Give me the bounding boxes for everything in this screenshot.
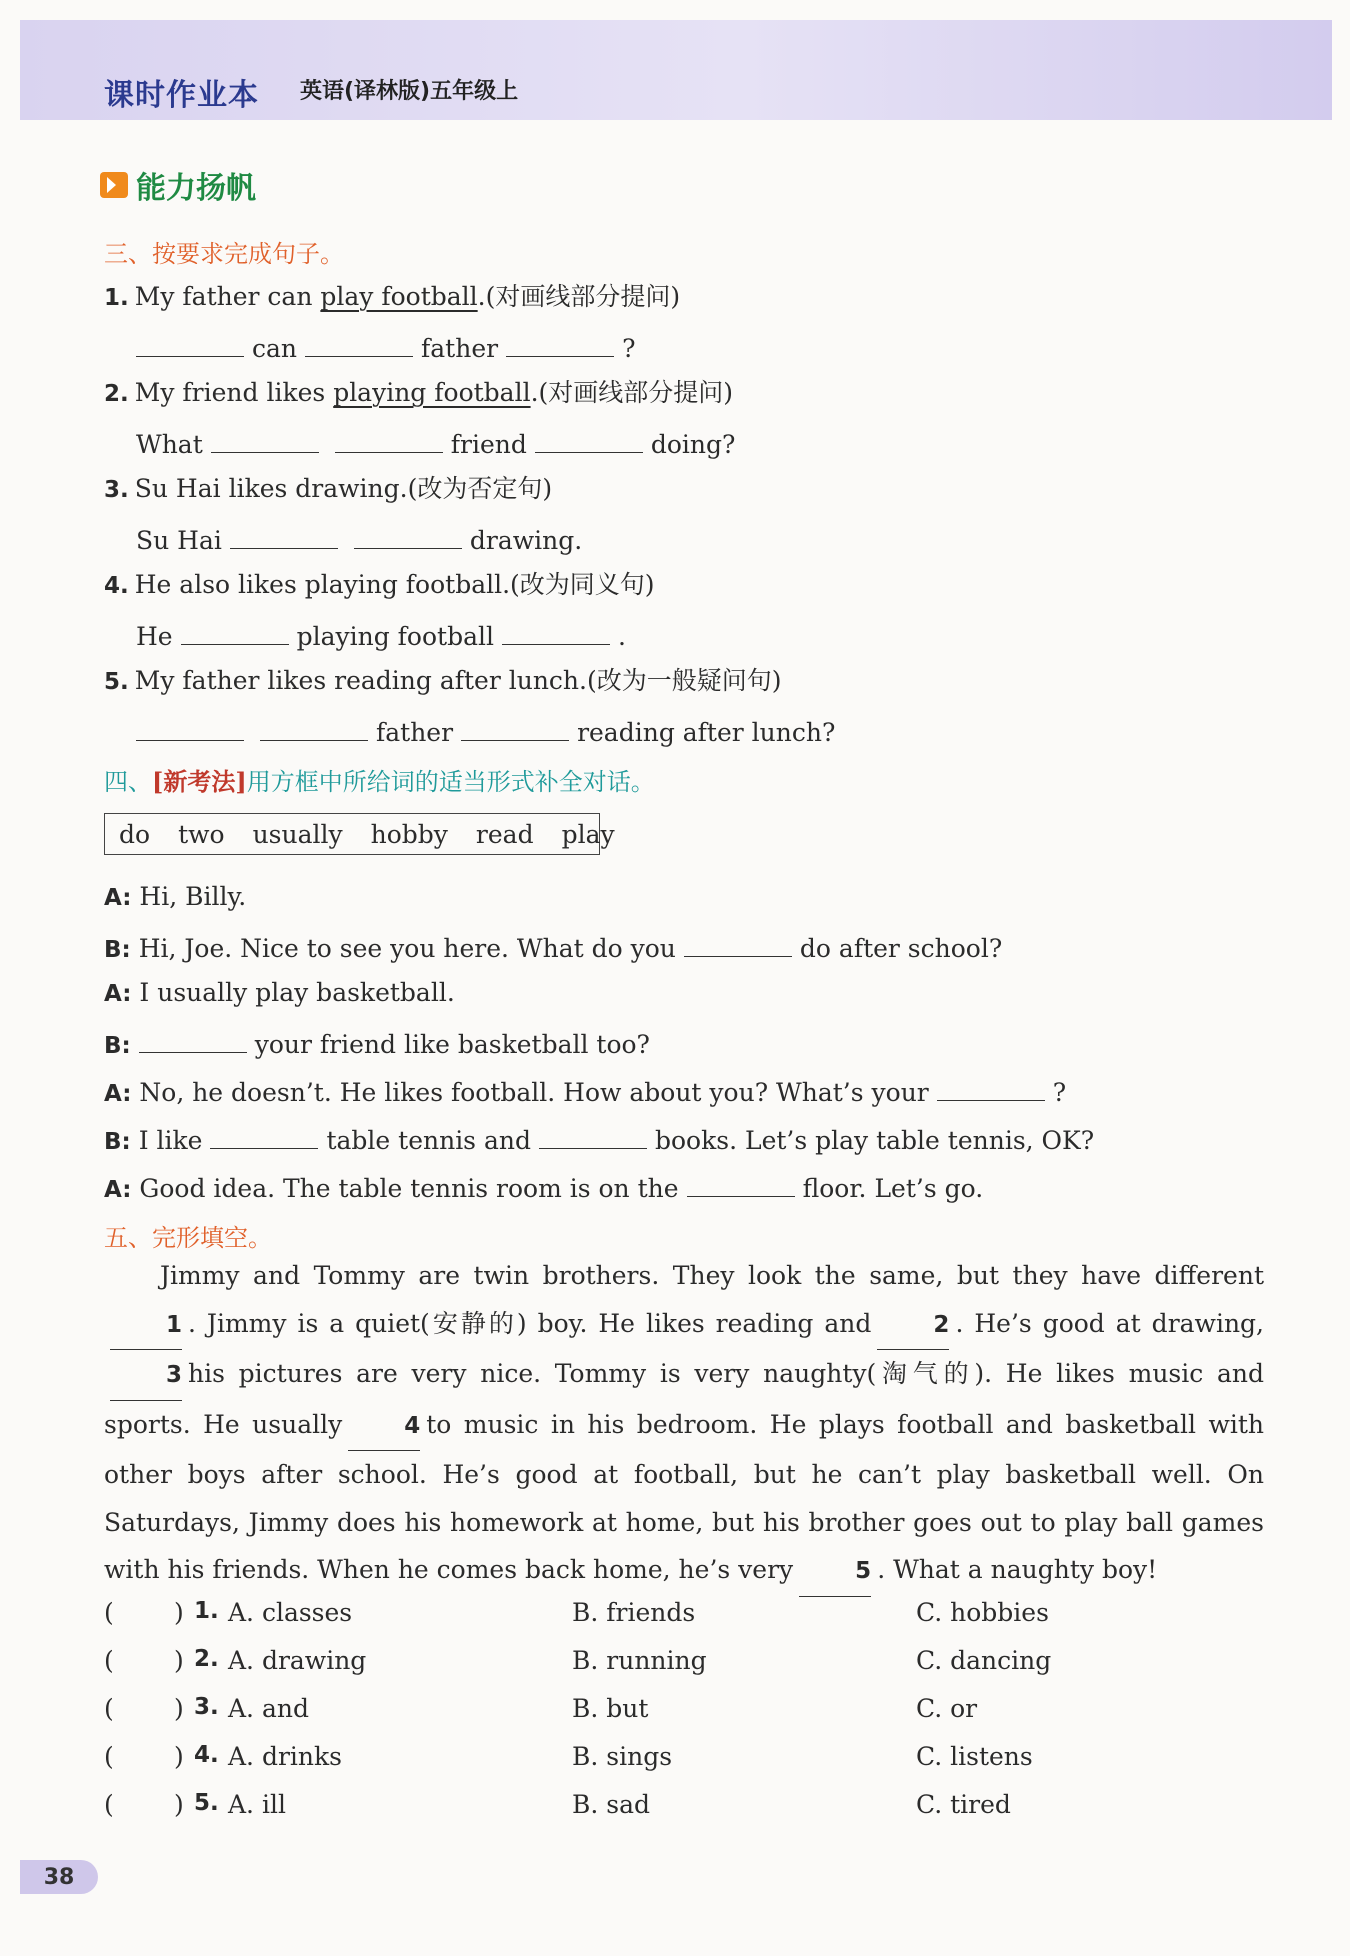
dialog-line-2: B: Hi, Joe. Nice to see you here. What do you do after school? bbox=[104, 934, 1003, 963]
option-c[interactable]: C. dancing bbox=[916, 1646, 1052, 1675]
option-a[interactable]: A. and bbox=[228, 1694, 309, 1723]
answer-blank[interactable] bbox=[461, 716, 569, 741]
option-b[interactable]: B. friends bbox=[572, 1598, 696, 1627]
item-number: 1. bbox=[104, 285, 129, 311]
q3-item-3: 3. Su Hai likes drawing.(改为否定句) bbox=[104, 474, 553, 503]
option-c[interactable]: C. or bbox=[916, 1694, 978, 1723]
underlined-phrase: playing football bbox=[333, 378, 531, 407]
q3-answer-5: father reading after lunch? bbox=[128, 716, 835, 745]
speaker-label: B: bbox=[104, 1129, 131, 1155]
cloze-blank-4[interactable]: 4 bbox=[348, 1403, 420, 1452]
q3-item-2: 2. My friend likes playing football.(对画线部分提问) bbox=[104, 378, 734, 407]
q3-answer-1: can father ? bbox=[128, 332, 635, 361]
speaker-label: B: bbox=[104, 937, 131, 963]
dialog-line-1: A: Hi, Billy. bbox=[104, 882, 247, 911]
word-box-item: two bbox=[178, 819, 225, 849]
answer-blank[interactable] bbox=[506, 332, 614, 357]
page-number: 38 bbox=[20, 1860, 98, 1894]
cloze-blank-5[interactable]: 5 bbox=[799, 1548, 871, 1597]
option-row-2: ( ) 2. A. drawing B. running C. dancing bbox=[104, 1646, 1052, 1675]
option-b[interactable]: B. sad bbox=[572, 1790, 651, 1819]
dialog-line-4: B: your friend like basketball too? bbox=[104, 1030, 650, 1059]
cloze-blank-3[interactable]: 3 bbox=[110, 1352, 182, 1401]
cloze-blank-2[interactable]: 2 bbox=[877, 1302, 949, 1351]
q3-heading: 三、按要求完成句子。 bbox=[104, 240, 344, 268]
q3-answer-3: Su Hai drawing. bbox=[136, 526, 583, 555]
item-number: 2. bbox=[104, 381, 129, 407]
cloze-blank-1[interactable]: 1 bbox=[110, 1302, 182, 1351]
word-box-item: play bbox=[561, 819, 615, 849]
answer-blank[interactable] bbox=[354, 524, 462, 549]
answer-blank[interactable] bbox=[210, 1124, 318, 1149]
answer-blank[interactable] bbox=[684, 932, 792, 957]
option-row-1: ( ) 1. A. classes B. friends C. hobbies bbox=[104, 1598, 1049, 1627]
q4-heading: 四、[新考法]用方框中所给词的适当形式补全对话。 bbox=[104, 767, 655, 796]
speaker-label: B: bbox=[104, 1033, 131, 1059]
option-c[interactable]: C. tired bbox=[916, 1790, 1011, 1819]
word-box-item: do bbox=[119, 819, 151, 849]
word-box bbox=[104, 813, 615, 855]
underlined-phrase: play football bbox=[320, 282, 478, 311]
option-b[interactable]: B. running bbox=[572, 1646, 707, 1675]
dialog-line-7: A: Good idea. The table tennis room is on the floor. Let’s go. bbox=[104, 1174, 984, 1203]
answer-blank[interactable] bbox=[305, 332, 413, 357]
section-heading bbox=[100, 163, 256, 207]
option-b[interactable]: B. but bbox=[572, 1694, 649, 1723]
option-row-5: ( ) 5. A. ill B. sad C. tired bbox=[104, 1790, 1011, 1819]
answer-blank[interactable] bbox=[502, 620, 610, 645]
option-c[interactable]: C. listens bbox=[916, 1742, 1033, 1771]
answer-blank[interactable] bbox=[211, 428, 319, 453]
answer-blank[interactable] bbox=[535, 428, 643, 453]
section-label: 能力扬帆 bbox=[136, 171, 256, 206]
word-box-item: read bbox=[475, 819, 534, 849]
item-number: 3. bbox=[104, 477, 129, 503]
answer-blank[interactable] bbox=[136, 332, 244, 357]
answer-blank[interactable] bbox=[139, 1028, 247, 1053]
answer-slot[interactable]: ) bbox=[174, 1694, 184, 1723]
answer-blank[interactable] bbox=[181, 620, 289, 645]
q3-item-4: 4. He also likes playing football.(改为同义句) bbox=[104, 570, 655, 599]
option-a[interactable]: A. drawing bbox=[228, 1646, 367, 1675]
new-method-tag: [新考法] bbox=[152, 767, 247, 796]
book-subtitle: 英语(译林版)五年级上 bbox=[300, 79, 519, 104]
option-a[interactable]: A. drinks bbox=[228, 1742, 342, 1771]
answer-slot[interactable]: ) bbox=[174, 1646, 184, 1675]
dialog-line-5: A: No, he doesn’t. He likes football. How about you? What’s your ? bbox=[104, 1078, 1067, 1107]
answer-slot[interactable]: ) bbox=[174, 1790, 184, 1819]
word-box-item: hobby bbox=[370, 819, 448, 849]
answer-blank[interactable] bbox=[136, 716, 244, 741]
answer-blank[interactable] bbox=[260, 716, 368, 741]
book-title: 课时作业本 bbox=[104, 78, 259, 113]
answer-blank[interactable] bbox=[687, 1172, 795, 1197]
answer-blank[interactable] bbox=[335, 428, 443, 453]
option-a[interactable]: A. ill bbox=[228, 1790, 286, 1819]
option-row-3: ( ) 3. A. and B. but C. or bbox=[104, 1694, 978, 1723]
option-a[interactable]: A. classes bbox=[228, 1598, 353, 1627]
speaker-label: A: bbox=[104, 1081, 132, 1107]
q3-item-1: 1. My father can play football.(对画线部分提问) bbox=[104, 282, 681, 311]
word-box-item: usually bbox=[252, 819, 343, 849]
option-c[interactable]: C. hobbies bbox=[916, 1598, 1049, 1627]
dialog-line-6: B: I like table tennis and books. Let’s play table tennis, OK? bbox=[104, 1126, 1095, 1155]
answer-slot[interactable]: ) bbox=[174, 1742, 184, 1771]
cloze-passage: Jimmy and Tommy are twin brothers. They look the same, but they have different1 . Jimmy is a quiet(安静的) boy. He likes reading and 2 . He’s good at drawing,3 his pictures are very nice. Tommy is very naughty(淘气的). He likes music and sports. He usually 4 to music in his bedroom. He plays football and basketball with other boys after school. He’s good at football, but he can’t play basketball well. On Saturdays, Jimmy does his homework at home, but his brother goes out to play ball games with his friends. When he comes back home, he’s very 5 . What a naughty boy! bbox=[104, 1252, 1264, 1597]
speaker-label: A: bbox=[104, 981, 132, 1007]
speaker-label: A: bbox=[104, 885, 132, 911]
answer-blank[interactable] bbox=[539, 1124, 647, 1149]
speaker-label: A: bbox=[104, 1177, 132, 1203]
q3-item-5: 5. My father likes reading after lunch.(改为一般疑问句) bbox=[104, 666, 782, 695]
q3-answer-2: What friend doing? bbox=[136, 430, 736, 459]
answer-blank[interactable] bbox=[937, 1076, 1045, 1101]
answer-slot[interactable]: ) bbox=[174, 1598, 184, 1627]
answer-blank[interactable] bbox=[230, 524, 338, 549]
option-b[interactable]: B. sings bbox=[572, 1742, 673, 1771]
q3-answer-4: He playing football . bbox=[136, 622, 626, 651]
item-number: 4. bbox=[104, 573, 129, 599]
option-row-4: ( ) 4. A. drinks B. sings C. listens bbox=[104, 1742, 1033, 1771]
dialog-line-3: A: I usually play basketball. bbox=[104, 978, 455, 1007]
item-number: 5. bbox=[104, 669, 129, 695]
flag-icon bbox=[100, 172, 128, 198]
q5-heading: 五、完形填空。 bbox=[104, 1224, 272, 1252]
